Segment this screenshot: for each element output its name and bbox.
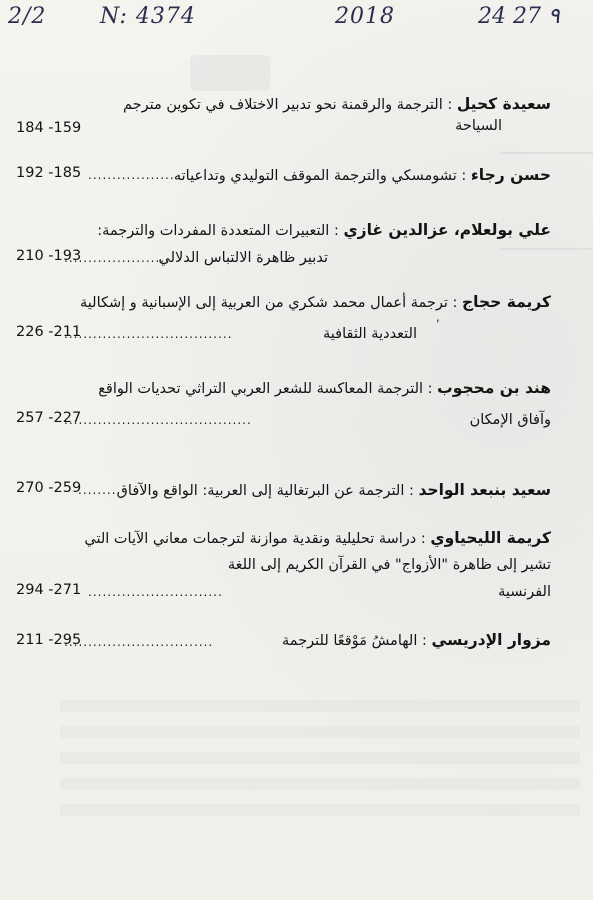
entry-title-continued: تشير إلى ظاهرة "الأزواج" في القرآن الكريم إلى اللغة xyxy=(227,557,551,573)
bleed-through-shape xyxy=(190,55,270,91)
entry-leader-dots: .................. xyxy=(88,168,175,182)
entry-author: سعيدة كحيل xyxy=(456,95,551,113)
entry-pages: 211 -295 xyxy=(16,632,82,648)
entry-author: كريمة الليحياوي xyxy=(430,529,551,547)
entry-author: كريمة حجاج xyxy=(462,293,551,311)
entry-leader-dots: ........ xyxy=(78,483,117,497)
entry-leader-dots: ............................... xyxy=(64,635,214,649)
toc-entry xyxy=(80,290,551,315)
entry-separator: : xyxy=(417,633,432,649)
entry-title: الترجمة المعاكسة للشعر العربي التراثي تحديات الواقع xyxy=(98,381,424,397)
bleed-through-rule xyxy=(500,248,593,250)
bleed-through-block xyxy=(60,700,580,830)
entry-leader-dots: ............................ xyxy=(88,585,223,599)
entry-leader-dots: ....................................... xyxy=(64,413,252,427)
handwritten-number: N: 4374 xyxy=(100,4,196,29)
entry-separator: : xyxy=(404,483,419,499)
entry-separator: : xyxy=(456,168,471,184)
entry-title: ترجمة أعمال محمد شكري من العربية إلى الإسبانية و إشكالية xyxy=(80,295,448,311)
entry-author: مزوار الإدريسي xyxy=(431,631,551,649)
handwritten-year: 2018 xyxy=(335,4,395,29)
entry-title: الهامشُ مَوْقعًا للترجمة xyxy=(282,633,418,649)
toc-entry xyxy=(84,526,551,551)
entry-title: دراسة تحليلية ونقدية موازنة لترجمات معاني الآيات التي xyxy=(84,531,417,547)
entry-title-continued: وآفاق الإمكان xyxy=(469,412,551,428)
entry-leader-dots: ................................... xyxy=(64,327,233,341)
handwritten-fraction: 2/2 xyxy=(8,4,47,29)
entry-author: سعيد بنبعد الواحد xyxy=(418,481,551,499)
entry-author: هند بن محجوب xyxy=(437,379,551,397)
toc-entry xyxy=(174,163,551,188)
entry-separator: : xyxy=(442,97,457,113)
entry-separator: : xyxy=(329,223,344,239)
entry-separator: : xyxy=(423,381,438,397)
entry-separator: : xyxy=(447,295,462,311)
entry-title: التعبيرات المتعددة المفردات والترجمة: xyxy=(97,223,330,239)
entry-pages: 226 -211 xyxy=(16,324,82,340)
entry-pages: 270 -259 xyxy=(16,480,82,496)
entry-title: الترجمة والرقمنة نحو تدبير الاختلاف في تكوين مترجم xyxy=(122,97,443,113)
toc-entry xyxy=(282,628,551,653)
entry-title-continued: السياحة xyxy=(455,118,502,134)
entry-title: الترجمة عن البرتغالية إلى العربية: الواقع والآفاق xyxy=(116,483,405,499)
entry-title-continued: التعددية الثقافية xyxy=(323,326,417,342)
entry-title: تشومسكي والترجمة الموقف التوليدي وتداعياته xyxy=(173,168,457,184)
entry-leader-dots: ...................... xyxy=(64,251,170,265)
toc-entry xyxy=(97,218,551,243)
handwritten-issue: 24 27 ٩ xyxy=(478,4,560,29)
entry-author: علي بولعلام، عزالدين غازي xyxy=(343,221,551,239)
toc-entry xyxy=(98,376,551,401)
entry-pages: 184 -159 xyxy=(16,120,82,136)
entry-pages: 210 -193 xyxy=(16,248,82,264)
bleed-through-rule xyxy=(500,152,593,154)
entry-title-continued: الفرنسية xyxy=(498,584,551,600)
entry-pages: 192 -185 xyxy=(16,165,82,181)
entry-author: حسن رجاء xyxy=(470,166,551,184)
toc-entry xyxy=(117,478,551,503)
entry-pages: 294 -271 xyxy=(16,582,82,598)
entry-separator: : xyxy=(416,531,431,547)
entry-title-continued: تدبير ظاهرة الالتباس الدلالي xyxy=(158,250,328,266)
stray-mark: , xyxy=(436,310,440,324)
entry-pages: 257 -227 xyxy=(16,410,82,426)
